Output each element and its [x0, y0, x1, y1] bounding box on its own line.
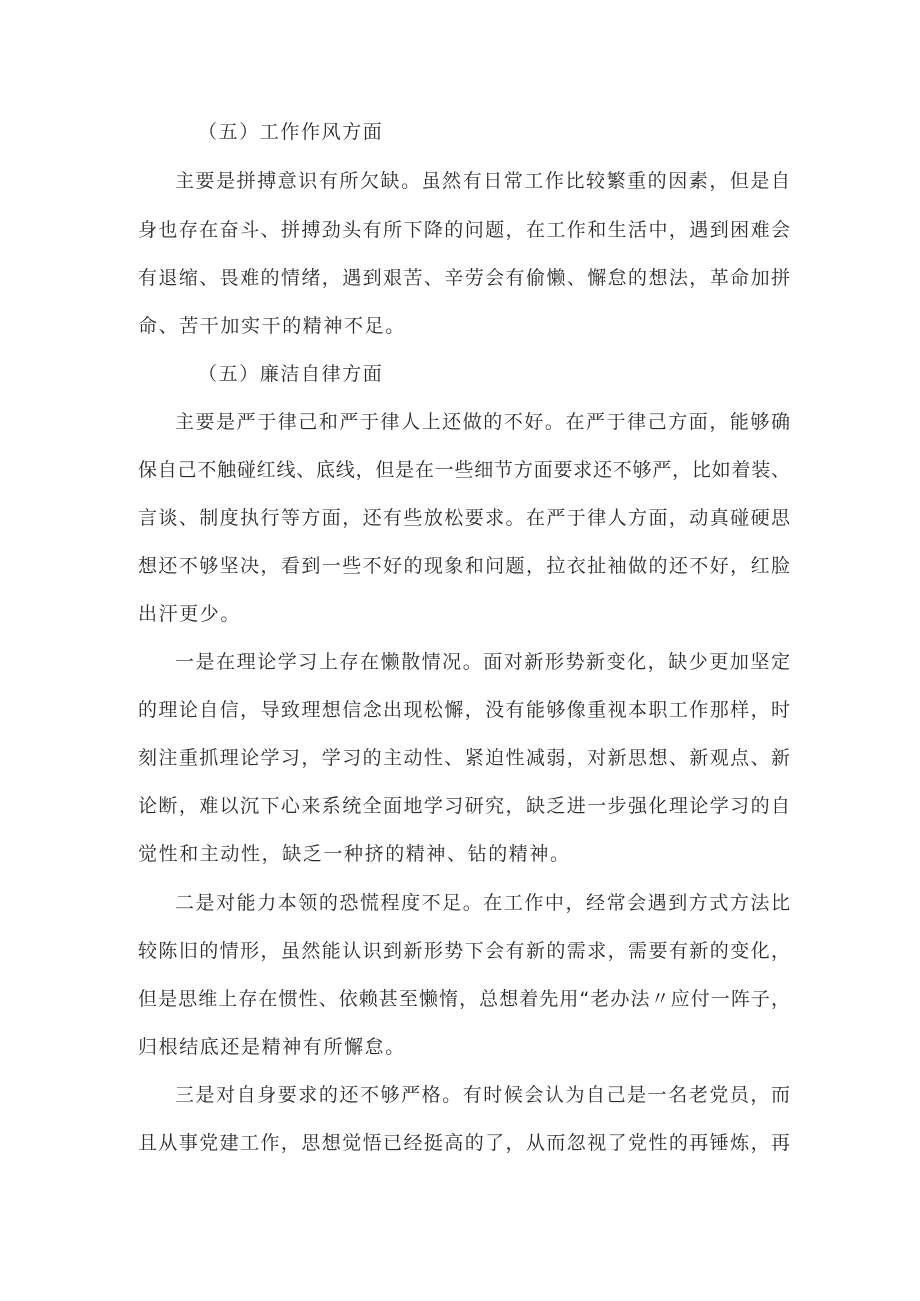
- paragraph-line: 出汗更少。: [138, 603, 242, 625]
- paragraph-line: 归根结底还是精神有所懈怠。: [138, 1036, 406, 1058]
- paragraph-line: 且从事党建工作，思想觉悟已经挺高的了，从而忽视了党性的再锤炼，再: [138, 1132, 790, 1154]
- paragraph-line: 二是对能力本领的恐慌程度不足。在工作中，经常会遇到方式方法比: [175, 892, 790, 914]
- paragraph-line: 有退缩、畏难的情绪，遇到艰苦、辛劳会有偷懒、懈怠的想法，革命加拼: [138, 267, 790, 289]
- paragraph-line: 的理论自信，导致理想信念出现松懈，没有能够像重视本职工作那样，时: [138, 699, 790, 721]
- paragraph-line: 想还不够坚决，看到一些不好的现象和问题，拉衣扯袖做的还不好，红脸: [138, 555, 790, 577]
- paragraph-line: 觉性和主动性，缺乏一种挤的精神、钻的精神。: [138, 843, 571, 865]
- section-heading: （五）工作作风方面: [198, 121, 384, 143]
- section-heading: （五）廉洁自律方面: [198, 363, 384, 385]
- paragraph-line: 刻注重抓理论学习，学习的主动性、紧迫性减弱，对新思想、新观点、新: [138, 747, 790, 769]
- paragraph-line: 言谈、制度执行等方面，还有些放松要求。在严于律人方面，动真碰硬思: [138, 507, 790, 529]
- paragraph-line: 论断，难以沉下心来系统全面地学习研究，缺乏进一步强化理论学习的自: [138, 795, 790, 817]
- paragraph-line: 主要是严于律己和严于律人上还做的不好。在严于律己方面，能够确: [175, 411, 790, 433]
- paragraph-line: 三是对自身要求的还不够严格。有时候会认为自己是一名老党员，而: [175, 1084, 790, 1106]
- paragraph-line: 主要是拼搏意识有所欠缺。虽然有日常工作比较繁重的因素，但是自: [175, 170, 790, 192]
- paragraph-line: 较陈旧的情形，虽然能认识到新形势下会有新的需求，需要有新的变化，: [138, 940, 790, 962]
- paragraph-line: 身也存在奋斗、拼搏劲头有所下降的问题，在工作和生活中，遇到困难会: [138, 219, 790, 241]
- paragraph-line: 命、苦干加实干的精神不足。: [138, 315, 406, 337]
- paragraph-line: 但是思维上存在惯性、依赖甚至懒惰，总想着先用“老办法〃应付一阵子，: [138, 988, 790, 1010]
- paragraph-line: 保自己不触碰红线、底线，但是在一些细节方面要求还不够严，比如着装、: [138, 459, 790, 481]
- paragraph-line: 一是在理论学习上存在懒散情况。面对新形势新变化，缺少更加坚定: [175, 651, 790, 673]
